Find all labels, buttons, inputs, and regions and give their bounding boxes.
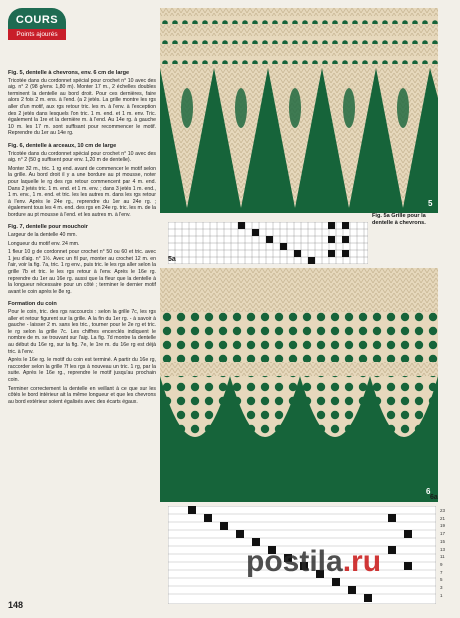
watermark [246,545,381,579]
section-paragraph: Terminer correctement la dentelle en veillant à ce que sur les côtés le bord intérieur ait la même longueur et que les chevrons au bord extérieur soient égalisés avec des écarts égaux. [8,385,156,405]
row-number: 17 [440,531,446,537]
section-paragraph: Pour le coin, tric. des rgs raccourcis : selon la grille 7c, les rgs aller et retour figurent sur la grille. A la fin du 1er rg. - à savoir à gauche - laisser 2 m. sans les tric., tourner pour le 2e rg et tric. le rg selon la grille 7c. Les chiffres encerclés indiquent le nombre de m. se trouvant sur l'aig. La fig. 7d montre la dentelle au début du 16e rg, sur la fig. 7e, le 1re m. du 16e rg est déjà tric. à l'env. [8,309,156,355]
section-badge [8,8,66,40]
row-number: 13 [440,546,446,552]
grid-6a-row-numbers [440,507,445,599]
watermark-suffix: .ru [342,545,382,578]
chevron-lace-image [160,8,438,213]
badge-subtitle: Points ajourés [8,29,66,40]
row-number: 5 [440,577,443,583]
row-number: 9 [440,561,443,567]
section-title: Fig. 7, dentelle pour mouchoir [8,224,88,231]
page-number: 148 [8,600,24,610]
row-number: 23 [440,508,446,513]
row-number: 11 [440,554,445,560]
section-title: Formation du coin [8,301,57,308]
section-fig6 [8,143,156,219]
section-paragraph: Largeur de la dentelle 40 mm. [8,232,77,239]
chart-grid-5a [168,222,368,264]
lace-photo-arceaux [160,268,438,502]
section-paragraph: Après le 16e rg. le motif du coin est terminé. A partir du 16e rg, raccorder selon la grille 7f les rgs à nouveau un tric. 1 rg, par la suite. Après le 16e rg., reprendre le motif jusqu'au prochain coin. [8,357,156,383]
arceaux-lace-image [160,268,438,502]
badge-title: COURS [8,8,66,29]
row-number: 21 [440,515,446,521]
row-number: 1 [440,592,443,598]
row-number: 19 [440,523,446,529]
section-title: Fig. 6, dentelle à arceaux, 10 cm de large [8,142,117,149]
instructions-column [8,70,156,411]
section-paragraph: Longueur du motif env. 24 mm. [8,240,80,247]
section-paragraph: Tricotée dans du cordonnet spécial pour crochet n° 10 avec des aig. n° 2 (50 g suffisent pour env. 1,20 m de dentelle). [8,150,156,164]
grid-5a [168,222,368,269]
lace-photo-chevrons [160,8,438,213]
grid-5a-caption: Fig. 5a Grille pour la dentelle à chevrons. [372,213,426,226]
photo-a-label: 5 [428,199,433,208]
row-number: 15 [440,538,446,544]
grid-5a-label: 5a [168,256,176,263]
section-paragraph: Tricotée dans du cordonnet spécial pour crochet n° 10 avec des aig. n° 2 (98 g/env. 1,80 m). Monter 17 m., 2 échelles doubles terminent la dentelle au bord droit. Pour ces dernières, faire alors 2 fois 2 m. ens. à l'end. (a 2 jetés. La grille montre les rgs aller d'un motif, aux rgs retour tric. les m. à l'env. à l'exception des 2 jetés dans lesquels l'on tric. 1 m. end. et 1 m. env. Tric. également la 1re et la dernière m. à l'end. Au 14e rg. à gauche 10 m. les 17 m. sont suffisant pour recommencer le motif. Reprendre du 1er au 14e rg. [8,77,156,137]
section-paragraph: 1 fleur 10 g de cordonnet pour crochet n° 50 ou 60 et tric. avec 1 jeu d'aig. n° 1½. Avec un fil pur, monter au crochet 12 m. en l'air, voir la fig. 7a, tric. 1 rg env., puis tric. le les rgs aller selon la grille 7b et tric. le les rgs retour à l'env. Après le 16e rg. reprendre du 1er au 16e rg. aussi que la fleur que la dentelle à la longueur nécessaire pour un côté ; terminer le dernier motif avant le coin après le 8e rg. [8,249,156,295]
row-number: 7 [440,569,443,575]
row-number: 3 [440,585,443,591]
section-title: Fig. 5, dentelle à chevrons, env. 6 cm de large [8,70,130,76]
watermark-text: postila [246,545,343,578]
section-fig5 [8,70,156,137]
section-paragraph: Monter 32 m., tric. 1 rg end. avant de commencer le motif selon la grille. Au bord droit il y a une bordure au pt mousse, noter pour laquelle le rg des rgs retour commencent par 4 m. end. Dans 2 jetés tric. 1 m. end. et 1 m. env. ; dans 3 jetés 1 m. end., 1 m. env., 1 m. end. et tric. les les autres m. dans les rgs retour à l'env. Après le 24e rg., reprendre du 1er au 24e rg. ; également tous les 4 m. end. des rgs en 24e rg. tric. les m. de la bordure au pt mousse à l'end. et les autres m. à l'env. [8,165,156,218]
grid-6a-label: 6a [430,494,438,501]
section-fig7 [8,224,156,295]
photo-b-label: 6 [426,487,431,496]
section-corner [8,301,156,405]
